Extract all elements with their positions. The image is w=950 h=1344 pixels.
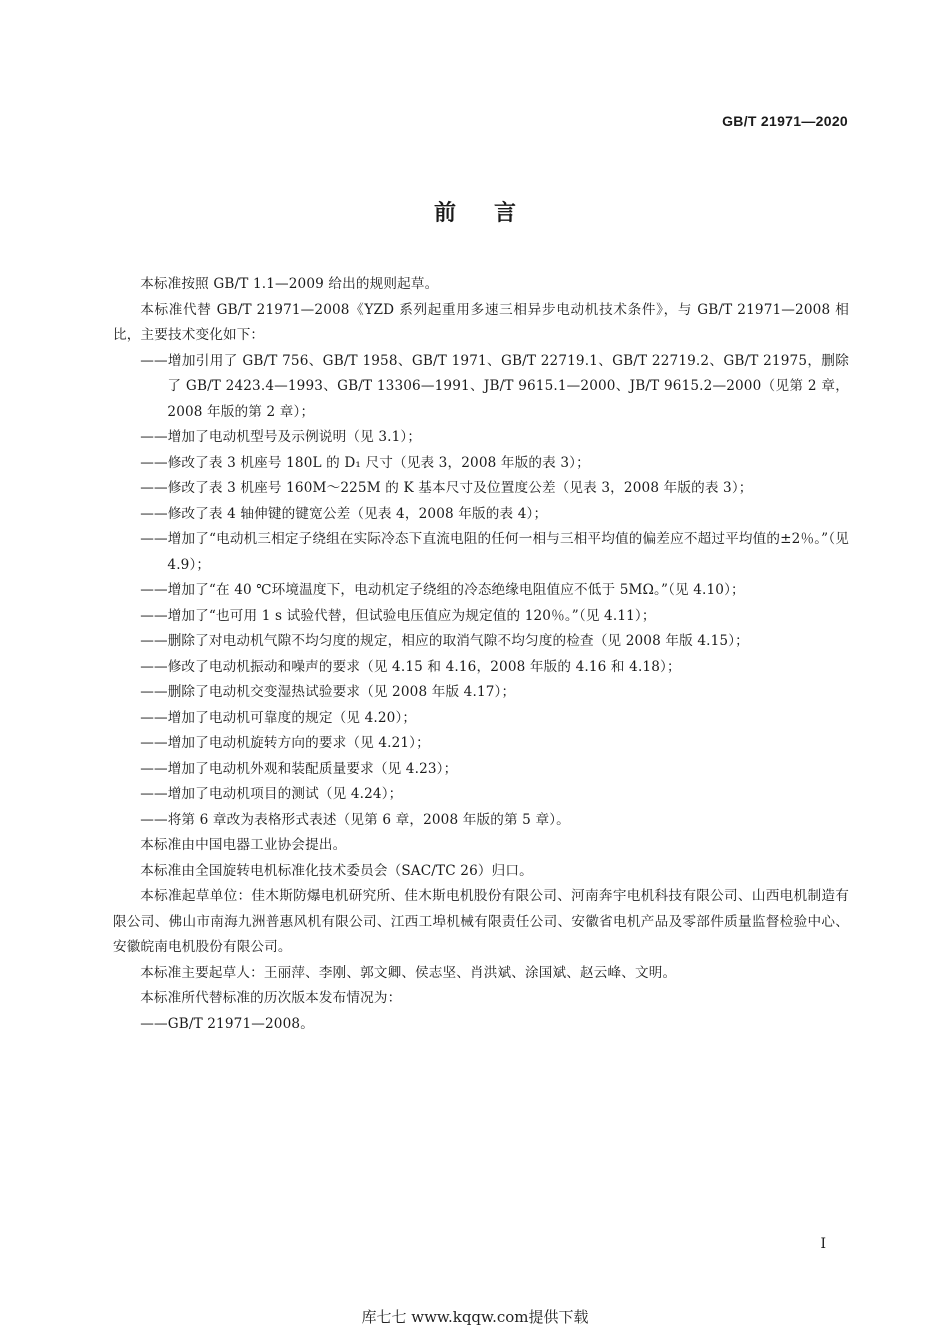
change-item: ——删除了电动机交变湿热试验要求（见 2008 年版 4.17）； xyxy=(140,684,516,700)
change-item: ——修改了表 3 机座号 180L 的 D₁ 尺寸（见表 3，2008 年版的表 3）； xyxy=(140,454,590,471)
page-title: 前言 xyxy=(433,201,554,226)
page-number: I xyxy=(820,1236,826,1252)
change-item: ——增加了电动机可靠度的规定（见 4.20）； xyxy=(140,709,417,726)
change-item: ——增加引用了 GB/T 756、GB/T 1958、GB/T 1971、GB/T 22719.1、GB/T 22719.2、GB/T 21975，删除了 GB/T 2423.4—1993、GB/T 13306—1991、JB/T 9615.1—2000、JB/T 9615.2—2000（见第 2 章，2008 年版的第 2 章）； xyxy=(140,352,849,420)
change-item: ——增加了“在 40 ℃环境温度下，电动机定子绕组的冷态绝缘电阻值应不低于 5MΩ。”（见 4.10）； xyxy=(140,582,745,598)
change-item: ——修改了电动机振动和噪声的要求（见 4.15 和 4.16，2008 年版的 4.16 和 4.18）； xyxy=(140,658,681,675)
paragraph: 本标准由全国旋转电机标准化技术委员会（SAC/TC 26）归口。 xyxy=(140,862,533,879)
paragraph: 本标准主要起草人：王丽萍、李刚、郭文卿、侯志坚、肖洪斌、涂国斌、赵云峰、文明。 xyxy=(140,964,677,981)
paragraph: 本标准所代替标准的历次版本发布情况为： xyxy=(140,990,402,1006)
document-code: GB/T 21971—2020 xyxy=(722,113,848,129)
paragraph: 本标准起草单位：佳木斯防爆电机研究所、佳木斯电机股份有限公司、河南奔宇电机科技有限公司、山西电机制造有限公司、佛山市南海九洲普惠风机有限公司、江西工埠机械有限责任公司、安徽省电机产品及零部件质量监督检验中心、安徽皖南电机股份有限公司。 xyxy=(113,888,849,955)
paragraph: 本标准由中国电器工业协会提出。 xyxy=(140,837,347,853)
history-item: ——GB/T 21971—2008。 xyxy=(140,1015,314,1032)
paragraph: 本标准代替 GB/T 21971—2008《YZD 系列起重用多速三相异步电动机技术条件》，与 GB/T 21971—2008 相比，主要技术变化如下： xyxy=(113,301,849,343)
change-item: ——增加了“也可用 1 s 试验代替，但试验电压值应为规定值的 120％。”（见 4.11）； xyxy=(140,607,656,624)
change-item: ——增加了电动机外观和装配质量要求（见 4.23）； xyxy=(140,760,458,777)
change-item: ——增加了电动机项目的测试（见 4.24）； xyxy=(140,786,403,802)
paragraph: 本标准按照 GB/T 1.1—2009 给出的规则起草。 xyxy=(140,276,439,292)
change-item: ——修改了表 4 轴伸键的键宽公差（见表 4，2008 年版的表 4）； xyxy=(140,505,548,522)
change-item: ——增加了电动机型号及示例说明（见 3.1）； xyxy=(140,429,422,445)
change-item: ——增加了电动机旋转方向的要求（见 4.21）； xyxy=(140,735,430,751)
change-item: ——删除了对电动机气隙不均匀度的规定，相应的取消气隙不均匀度的检查（见 2008 年版 4.15）； xyxy=(140,633,749,649)
download-footer: 库七七 www.kqqw.com提供下载 xyxy=(361,1308,589,1326)
change-item: ——修改了表 3 机座号 160M～225M 的 K 基本尺寸及位置度公差（见表 3，2008 年版的表 3）； xyxy=(140,480,753,496)
change-item: ——将第 6 章改为表格形式表述（见第 6 章，2008 年版的第 5 章）。 xyxy=(140,811,570,828)
foreword-body xyxy=(113,272,849,1037)
change-item: ——增加了“电动机三相定子绕组在实际冷态下直流电阻的任何一相与三相平均值的偏差应不超过平均值的±2％。”（见 4.9）； xyxy=(140,531,849,573)
